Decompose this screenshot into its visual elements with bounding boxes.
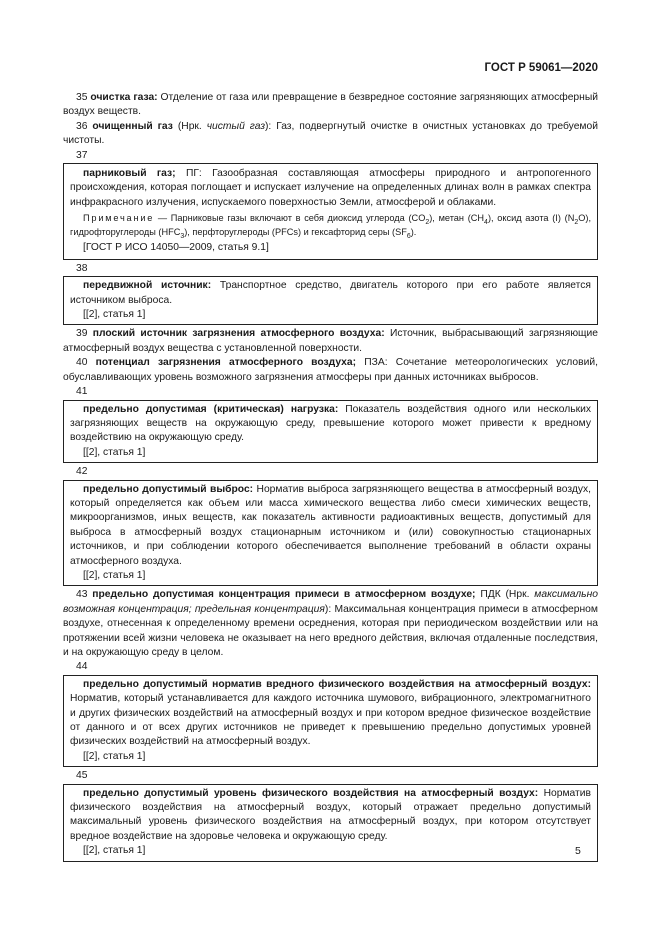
term-44-number: 44: [76, 661, 88, 673]
term-37-note: Примечание — Парниковые газы включают в себя диоксид углерода $(CO_2)$, метан $(CH_4)$, оксид азота (I) $(N_2O)$, гидрофторуглероды $(HFC_3)$, перфторуглероды (PFCs) и гексафторид серы $(SF_6)$.: [70, 213, 591, 240]
term-44-definition: предельно допустимый норматив вредного физического воздействия на атмосферный воздух: Норматив, который устанавливается для каждого источника шумового, вибрационного, электромагнитного и других физических воздействий на атмосферный воздух и при котором вредное физическое воздействие от данного и от всех других источников не приведет к превышению предельно допустимых уровней физических воздействий на атмосферный воздух.: [70, 678, 591, 748]
term-37-box: [63, 163, 598, 260]
page-number: 5: [575, 845, 581, 857]
term-44-source: [[2], статья 1]: [83, 750, 146, 762]
term-38-box: [63, 276, 598, 325]
term-40: 40 потенциал загрязнения атмосферного воздуха; ПЗА: Сочетание метеорологических условий, обуславливающих уровень возможного загрязнения атмосферы при данных источниках выбросов.: [63, 357, 598, 383]
term-45-number: 45: [76, 770, 88, 782]
term-36: 36 очищенный газ (Нрк. чистый газ): Газ, подвергнутый очистке в очистных установках до требуемой чистоты.: [63, 120, 598, 147]
term-42-definition: предельно допустимый выброс: Норматив выброса загрязняющего вещества в атмосферный воздух, который определяется как объем или масса химического вещества либо смеси химических веществ, микроорганизмов, иных веществ, как показатель активности радиоактивных веществ, допустимый для выброса в атмосферный воздух стационарным источником и (или) совокупностью стационарных источников, и при соблюдении которого обеспечивается выполнение требований в области охраны атмосферного воздуха.: [70, 483, 591, 567]
term-42-box: [63, 480, 598, 587]
term-37-number: 37: [76, 149, 88, 161]
term-44-box: [63, 675, 598, 767]
term-37-source: [ГОСТ Р ИСО 14050—2009, статья 9.1]: [83, 242, 269, 254]
term-42-source: [[2], статья 1]: [83, 569, 146, 581]
document-header: ГОСТ Р 59061—2020: [484, 62, 598, 74]
term-35: 35 очистка газа: Отделение от газа или превращение в безвредное состояние загрязняющих атмосферный воздух веществ.: [63, 92, 598, 118]
page-body: [63, 91, 598, 862]
term-42-number: 42: [76, 466, 88, 478]
term-38-definition: передвижной источник: Транспортное средство, двигатель которого при его работе является источником выброса.: [70, 280, 592, 306]
term-39: 39 плоский источник загрязнения атмосферного воздуха: Источник, выбрасывающий загрязняющие атмосферный воздух вещества с установленной поверхности.: [63, 328, 598, 354]
term-41-box: [63, 400, 598, 464]
term-45-source: [[2], статья 1]: [83, 845, 146, 857]
term-45-definition: предельно допустимый уровень физического воздействия на атмосферный воздух: Норматив физического воздействия на атмосферный воздух, который отражает предельно допустимый максимальный уровень физического воздействия на атмосферный воздух, при котором отсутствует вредное воздействие на здоровье человека и окружающую среду.: [70, 787, 591, 842]
term-38-number: 38: [76, 262, 88, 274]
term-41-number: 41: [76, 386, 88, 398]
term-45-box: [63, 784, 598, 862]
term-41-definition: предельно допустимая (критическая) нагрузка: Показатель воздействия одного или нескольких загрязняющих веществ на окружающую среду, превышение которого может привести к вредному воздействию на окружающую среду.: [70, 403, 591, 444]
term-43: 43 предельно допустимая концентрация примеси в атмосферном воздухе; ПДК (Нрк. максимально возможная концентрация; предельная концентрация): Максимальная концентрация примеси в атмосферном воздухе, отнесенная к определенному времени осреднения, которая при периодическом воздействии или на протяжении всей жизни человека не оказывает на него вредного действия, включая отдаленные последствия, и на окружающую среду в целом.: [63, 589, 598, 658]
term-38-source: [[2], статья 1]: [83, 309, 146, 321]
term-37-definition: парниковый газ; ПГ: Газообразная составляющая атмосферы природного и антропогенного происхождения, которая поглощает и испускает излучение на определенных длинах волн в рамках спектра инфракрасного излучения, испускаемого поверхностью Земли, атмосферой и облаками.: [70, 168, 591, 208]
term-41-source: [[2], статья 1]: [83, 446, 146, 458]
